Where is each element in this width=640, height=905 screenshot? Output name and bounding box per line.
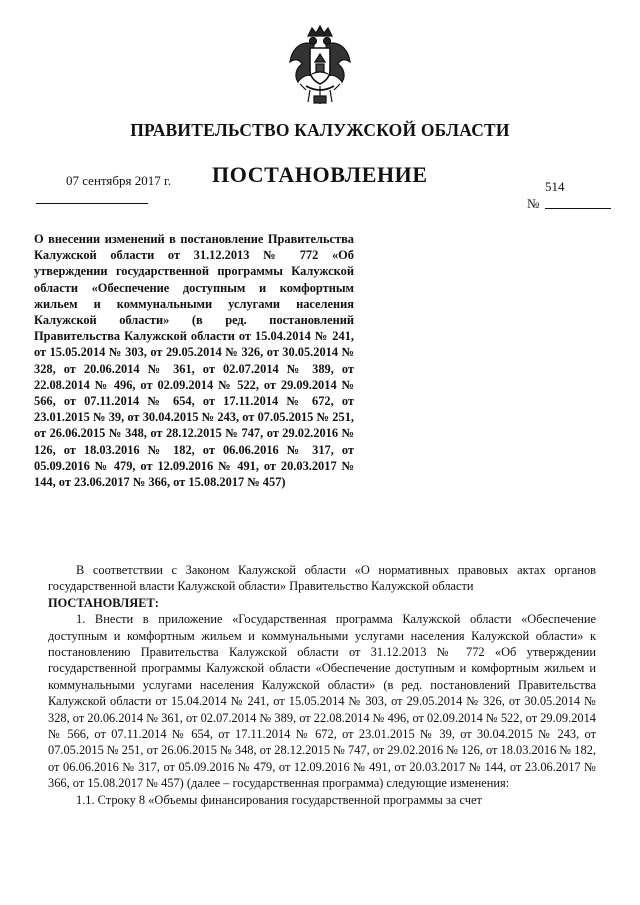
document-subject: О внесении изменений в постановление Правительства Калужской области от 31.12.2013 № 772 «Об утверждении государственной программы Калужской области «Обеспечение доступным и комфортным жильем и коммунальными услугами населения Калужской области» (в ред. постановлений Правительства Калужской области от 15.04.2014 № 241, от 15.05.2014 № 303, от 29.05.2014 № 326, от 30.05.2014 № 328, от 20.06.2014 № 361, от 02.07.2014 № 389, от 22.08.2014 № 496, от 02.09.2014 № 522, от 29.09.2014 № 566, от 07.11.2014 № 654, от 17.11.2014 № 672, от 23.01.2015 № 39, от 30.04.2015 № 243, от 07.05.2015 № 251, от 26.06.2015 № 348, от 28.12.2015 № 747, от 29.02.2016 № 126, от 18.03.2016 № 182, от 06.06.2016 № 317, от 05.09.2016 № 479, от 12.09.2016 № 491, от 20.03.2017 № 144, от 23.06.2017 № 366, от 15.08.2017 № 457) bbox=[34, 232, 354, 490]
item-1-1-paragraph: 1.1. Строку 8 «Объемы финансирования государственной программы за счет bbox=[76, 792, 482, 807]
item-1-paragraph: 1. Внести в приложение «Государственная программа Калужской области «Обеспечение доступным и комфортным жильем и коммунальными услугами населения Калужской области» к постановлению Правительства Калужской области от 31.12.2013 № 772 «Об утверждении государственной программы Калужской области «Обеспечение доступным и комфортным жильем и коммунальными услугами населения Калужской области» (в ред. постановлений Правительства Калужской области от 15.04.2014 № 241, от 15.05.2014 № 303, от 29.05.2014 № 326, от 30.05.2014 № 328, от 20.06.2014 № 361, от 02.07.2014 № 389, от 22.08.2014 № 496, от 02.09.2014 № 522, от 29.09.2014 № 566, от 07.11.2014 № 654, от 17.11.2014 № 672, от 23.01.2015 № 39, от 30.04.2015 № 243, от 07.05.2015 № 251, от 26.06.2015 № 348, от 28.12.2015 № 747, от 29.02.2016 № 126, от 18.03.2016 № 182, от 06.06.2016 № 317, от 05.09.2016 № 479, от 12.09.2016 № 491, от 20.03.2017 № 144, от 23.06.2017 № 366, от 15.08.2017 № 457) (далее – государственная программа) следующие изменения: bbox=[48, 612, 596, 791]
document-number: 514 bbox=[545, 179, 565, 194]
coat-of-arms-icon bbox=[286, 24, 354, 106]
resolves-heading: ПОСТАНОВЛЯЕТ: bbox=[48, 595, 159, 610]
document-date: 07 сентября 2017 г. bbox=[66, 173, 172, 188]
number-label: № bbox=[527, 196, 540, 211]
preamble-paragraph: В соответствии с Законом Калужской области «О нормативных правовых актах органов государственной власти Калужской области» Правительство Калужской области bbox=[48, 563, 596, 594]
number-underline bbox=[545, 208, 611, 209]
government-title: ПРАВИТЕЛЬСТВО КАЛУЖСКОЙ ОБЛАСТИ bbox=[130, 120, 510, 140]
date-underline bbox=[36, 203, 148, 204]
document-type: ПОСТАНОВЛЕНИЕ bbox=[212, 162, 428, 187]
document-body bbox=[48, 562, 596, 808]
